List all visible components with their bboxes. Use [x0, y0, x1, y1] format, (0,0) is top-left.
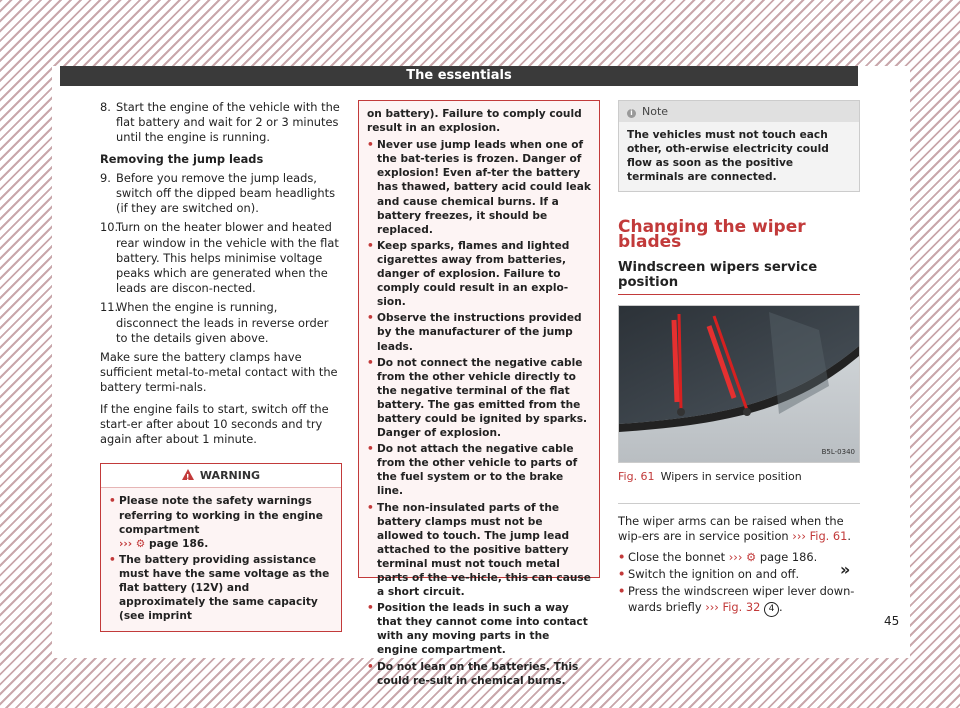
note-title: Note: [642, 105, 669, 118]
step-11: [100, 300, 342, 346]
bullet-text: Do not lean on the batteries. This could re-sult in chemical burns.: [377, 660, 579, 687]
figure-ref[interactable]: ››› Fig. 32: [705, 599, 761, 614]
bullet-icon: •: [367, 660, 374, 673]
step-text: When the engine is running, disconnect the leads in reverse order to the details given above.: [116, 300, 329, 345]
warning-body: [101, 488, 341, 631]
instruction-bullet: • Press the windscreen wiper lever down-wards briefly ››› Fig. 32 4 .: [618, 584, 860, 616]
bullet-text: The non-insulated parts of the battery clamps must not be allowed to touch. The jump lead attached to the positive battery terminal must not touch metal parts of the ve-hicle, this can cause a short circuit.: [377, 501, 591, 599]
cross-ref[interactable]: ›››: [119, 537, 136, 550]
paragraph: Make sure the battery clamps have sufficient metal-to-metal contact with the battery termi-nals.: [100, 350, 338, 395]
warning-bullet: [367, 442, 591, 498]
page-ref[interactable]: page 186.: [756, 550, 818, 564]
bullet-icon: •: [367, 239, 374, 252]
step-text: Start the engine of the vehicle with the flat battery and wait for 2 or 3 minutes until the engine is running.: [116, 100, 340, 145]
step-text: Turn on the heater blower and heated rear window in the vehicle with the flat battery. This helps minimise voltage peaks which are generated when the leads are discon-nected.: [116, 220, 339, 296]
chapter-header: The essentials: [60, 66, 858, 86]
step-number: 8.: [100, 100, 111, 114]
warning-bullet: [367, 501, 591, 600]
step-number: 10.: [100, 220, 119, 235]
body-text: The wiper arms can be raised when the wip-ers are in service position ››› Fig. 61.: [618, 513, 852, 543]
page-number: 45: [884, 614, 900, 628]
bullet-icon: •: [618, 584, 626, 599]
warning-bullet: [367, 239, 591, 309]
warning-bullet: [109, 494, 333, 550]
callout-number: 4: [764, 602, 779, 617]
wrench-icon: ⚙: [135, 537, 146, 550]
bullet-text: The battery providing assistance must have the same voltage as the flat battery (12V) and approximately the same capacity (see imprint: [119, 553, 330, 623]
bullet-text: Do not connect the negative cable from the other vehicle directly to the negative terminal of the flat battery. The gas emitted from the battery could be ignited by sparks. Danger of explosion.: [377, 356, 588, 440]
warning-box: [100, 463, 342, 632]
bullet-text: Do not attach the negative cable from the other vehicle to parts of the fuel system or to the brake line.: [377, 443, 578, 498]
continued-arrow: »: [840, 560, 851, 579]
step-number: 9.: [100, 170, 111, 185]
bullet-text: Please note the safety warnings referring to working in the engine compartment: [119, 495, 323, 536]
warning-bullet: [367, 138, 591, 237]
subsection-title: Windscreen wipers service position: [618, 260, 860, 295]
bullet-text: Keep sparks, flames and lighted cigarettes away from batteries, danger of explosion. Failure to comply could result in an explo-sion.: [377, 239, 570, 309]
subheading-removing-leads: Removing the jump leads: [100, 151, 264, 166]
figure-code: B5L-0340: [821, 448, 855, 457]
cross-ref[interactable]: ›››: [728, 550, 743, 564]
paragraph: If the engine fails to start, switch off the start-er after about 10 seconds and try again after about 1 minute.: [100, 401, 329, 447]
bullet-icon: •: [367, 501, 374, 514]
bullet-icon: •: [367, 356, 374, 369]
warning-bullet: [367, 311, 591, 353]
bullet-icon: •: [109, 495, 116, 508]
step-text: Before you remove the jump leads, switch off the dipped beam headlights (if they are switched on).: [116, 170, 336, 216]
bullet-icon: •: [367, 139, 374, 152]
warning-header: [101, 464, 341, 488]
figure-ref[interactable]: ››› Fig. 61: [792, 528, 848, 543]
column-3: [618, 100, 860, 619]
warning-continuation-box: [358, 100, 600, 687]
step-number: 11.: [100, 300, 119, 315]
figure-caption: [618, 463, 860, 503]
wrench-icon: ⚙: [746, 550, 757, 564]
warning-title: WARNING: [199, 469, 261, 483]
bullet-text: Position the leads in such a way that they cannot come into contact with any moving parts in the engine compartment.: [377, 602, 588, 657]
note-body: The vehicles must not touch each other, oth-erwise electricity could flow as soon as the positive terminals are connected.: [627, 129, 829, 184]
caption-text: Wipers in service position: [660, 470, 802, 484]
column-2: [358, 100, 600, 687]
wiper-figure: [618, 305, 860, 463]
continued-text: on battery). Failure to comply could result in an explosion.: [367, 108, 582, 135]
wiper-illustration: [619, 306, 859, 462]
column-1: [100, 100, 342, 632]
step-10: [100, 220, 342, 296]
bullet-text: Never use jump leads when one of the bat-teries is frozen. Danger of explosion! Even af-ter the battery has thawed, battery acid could leak and cause chemical burns. If a battery freezes, it should be replaced.: [377, 139, 591, 236]
bullet-icon: •: [367, 312, 374, 325]
figure-label: Fig. 61: [618, 470, 655, 484]
page-ref[interactable]: page 186.: [145, 537, 209, 550]
warning-bullet: [367, 356, 591, 441]
warning-bullet: [367, 660, 591, 688]
step-8: [100, 100, 342, 146]
step-9: [100, 171, 342, 217]
bullet-icon: •: [367, 602, 374, 615]
bullet-icon: •: [618, 550, 626, 564]
bullet-text: Observe the instructions provided by the manufacturer of the jump leads.: [377, 312, 582, 353]
info-icon: i: [627, 109, 636, 118]
warning-triangle-icon: [182, 469, 194, 480]
instruction-bullet: • Switch the ignition on and off.: [618, 567, 800, 582]
instruction-bullet: • Close the bonnet ››› ⚙ page 186.: [618, 550, 818, 564]
note-header: [619, 101, 859, 122]
note-box: [618, 100, 860, 192]
bullet-icon: •: [367, 443, 374, 456]
section-title: Changing the wiper blades: [618, 216, 806, 252]
bullet-icon: •: [618, 567, 626, 582]
warning-bullet: [109, 553, 333, 623]
warning-bullet: [367, 601, 591, 657]
bullet-icon: •: [109, 553, 116, 566]
